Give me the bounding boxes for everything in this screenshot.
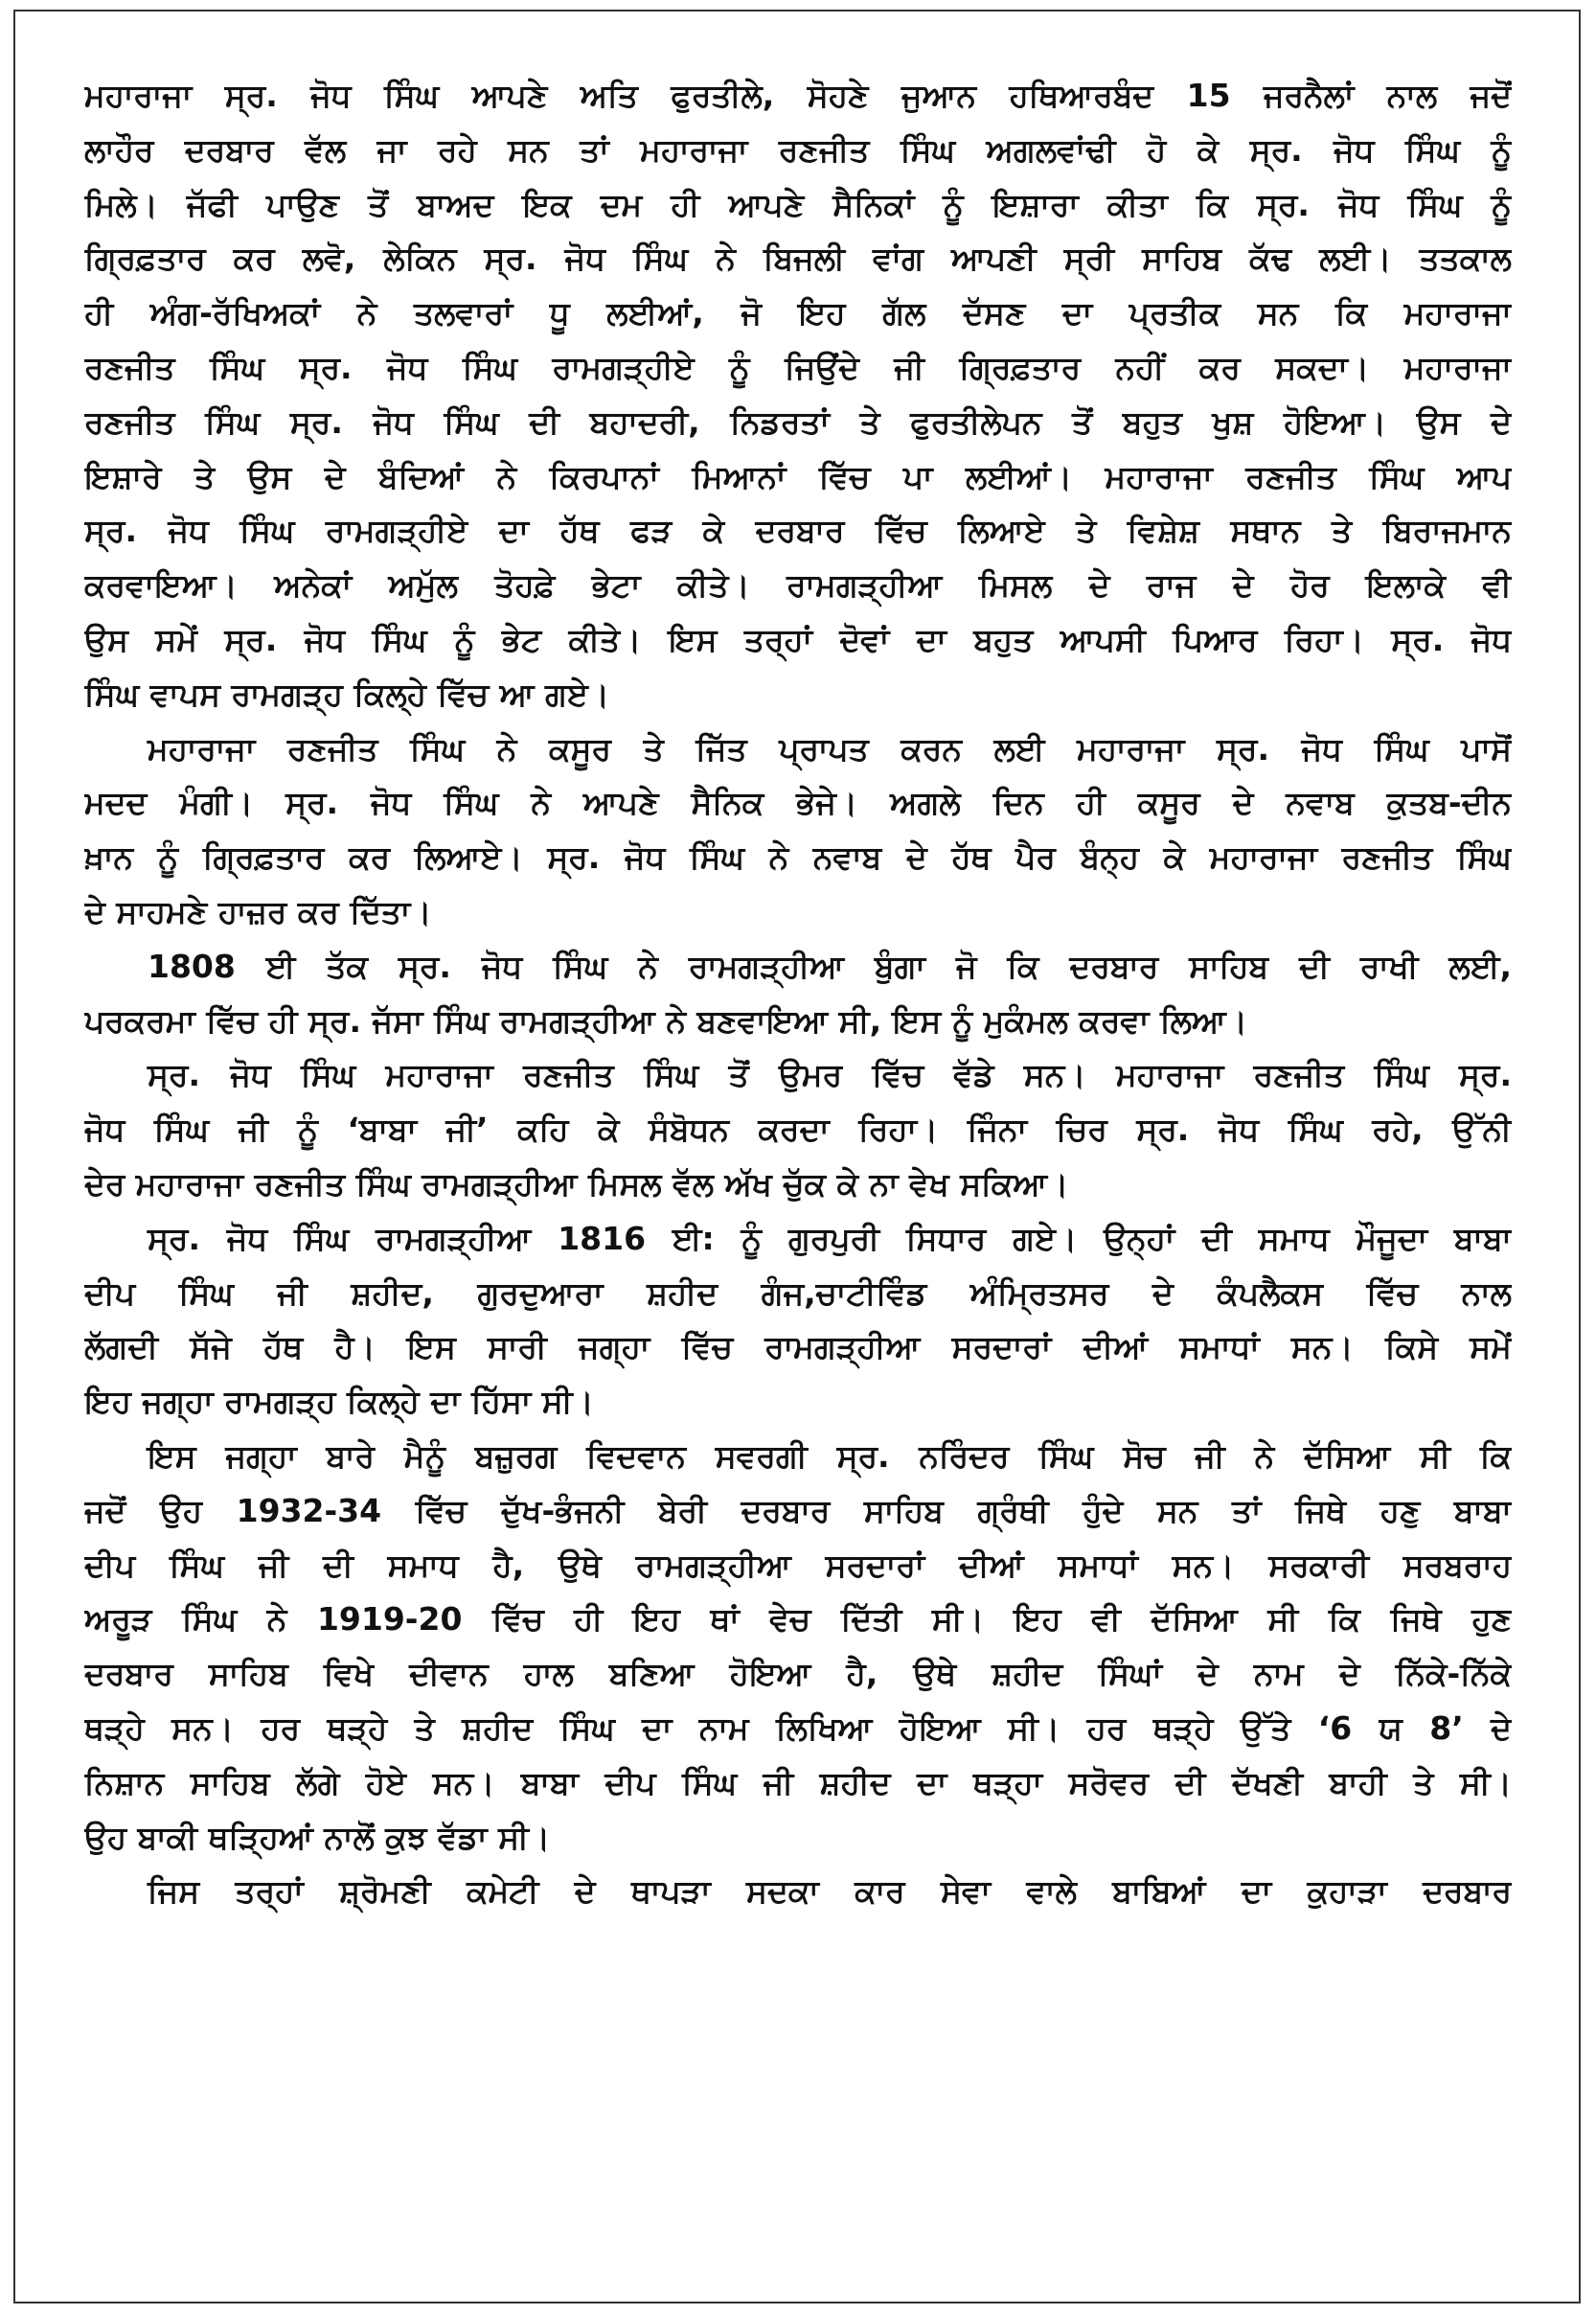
text-line: ਇਸ਼ਾਰੇ ਤੇ ਉਸ ਦੇ ਬੰਦਿਆਂ ਨੇ ਕਿਰਪਾਨਾਂ ਮਿਆਨਾਂ ਵਿੱਚ ਪਾ ਲਈਆਂ। ਮਹਾਰਾਜਾ ਰਣਜੀਤ ਸਿੰਘ ਆਪ [84, 457, 1512, 495]
text-line: ਦੀਪ ਸਿੰਘ ਜੀ ਦੀ ਸਮਾਧ ਹੈ, ਉਥੇ ਰਾਮਗੜ੍ਹੀਆ ਸਰਦਾਰਾਂ ਦੀਆਂ ਸਮਾਧਾਂ ਸਨ। ਸਰਕਾਰੀ ਸਰਬਰਾਹ [84, 1546, 1512, 1584]
text-line: ਥੜ੍ਹੇ ਸਨ। ਹਰ ਥੜ੍ਹੇ ਤੇ ਸ਼ਹੀਦ ਸਿੰਘ ਦਾ ਨਾਮ ਲਿਖਿਆ ਹੋਇਆ ਸੀ। ਹਰ ਥੜ੍ਹੇ ਉੱਤੇ ‘6 ਯ 8’ ਦੇ [84, 1708, 1512, 1747]
paragraph-3 [84, 940, 1512, 1049]
text-line: ਰਣਜੀਤ ਸਿੰਘ ਸ੍ਰ. ਜੋਧ ਸਿੰਘ ਰਾਮਗੜ੍ਹੀਏ ਨੂੰ ਜਿਉਂਦੇ ਜੀ ਗ੍ਰਿਫ਼ਤਾਰ ਨਹੀਂ ਕਰ ਸਕਦਾ। ਮਹਾਰਾਜਾ [84, 348, 1512, 386]
text-line: ਮਦਦ ਮੰਗੀ। ਸ੍ਰ. ਜੋਧ ਸਿੰਘ ਨੇ ਆਪਣੇ ਸੈਨਿਕ ਭੇਜੇ। ਅਗਲੇ ਦਿਨ ਹੀ ਕਸੂਰ ਦੇ ਨਵਾਬ ਕੁਤਬ-ਦੀਨ [84, 784, 1512, 822]
text-line: ਮਿਲੇ। ਜੱਫੀ ਪਾਉਣ ਤੋਂ ਬਾਅਦ ਇਕ ਦਮ ਹੀ ਆਪਣੇ ਸੈਨਿਕਾਂ ਨੂੰ ਇਸ਼ਾਰਾ ਕੀਤਾ ਕਿ ਸ੍ਰ. ਜੋਧ ਸਿੰਘ ਨੂੰ [84, 185, 1512, 223]
text-line: ਜਿਸ ਤਰ੍ਹਾਂ ਸ਼੍ਰੋਮਣੀ ਕਮੇਟੀ ਦੇ ਥਾਪੜਾ ਸਦਕਾ ਕਾਰ ਸੇਵਾ ਵਾਲੇ ਬਾਬਿਆਂ ਦਾ ਕੁਹਾੜਾ ਦਰਬਾਰ [148, 1872, 1512, 1911]
text-line: ਜਦੋਂ ਉਹ 1932-34 ਵਿੱਚ ਦੁੱਖ-ਭੰਜਨੀ ਬੇਰੀ ਦਰਬਾਰ ਸਾਹਿਬ ਗ੍ਰੰਥੀ ਹੁੰਦੇ ਸਨ ਤਾਂ ਜਿਥੇ ਹਣੁ ਬਾਬਾ [84, 1491, 1512, 1529]
text-line: ਲਾਹੌਰ ਦਰਬਾਰ ਵੱਲ ਜਾ ਰਹੇ ਸਨ ਤਾਂ ਮਹਾਰਾਜਾ ਰਣਜੀਤ ਸਿੰਘ ਅਗਲਵਾਂਢੀ ਹੋ ਕੇ ਸ੍ਰ. ਜੋਧ ਸਿੰਘ ਨੂੰ [84, 130, 1512, 169]
text-line: ਸਿੰਘ ਵਾਪਸ ਰਾਮਗੜ੍ਹ ਕਿਲ੍ਹੇ ਵਿੱਚ ਆ ਗਏ। [84, 675, 610, 713]
paragraph-2 [84, 722, 1512, 940]
text-line: ਇਹ ਜਗ੍ਹਾ ਰਾਮਗੜ੍ਹ ਕਿਲ੍ਹੇ ਦਾ ਹਿੱਸਾ ਸੀ। [84, 1383, 594, 1421]
text-line: ਮਹਾਰਾਜਾ ਸ੍ਰ. ਜੋਧ ਸਿੰਘ ਆਪਣੇ ਅਤਿ ਫੁਰਤੀਲੇ, ਸੋਹਣੇ ਜੁਆਨ ਹਥਿਆਰਬੰਦ 15 ਜਰਨੈਲਾਂ ਨਾਲ ਜਦੋਂ [84, 77, 1512, 114]
text-line: ਨਿਸ਼ਾਨ ਸਾਹਿਬ ਲੱਗੇ ਹੋਏ ਸਨ। ਬਾਬਾ ਦੀਪ ਸਿੰਘ ਜੀ ਸ਼ਹੀਦ ਦਾ ਥੜ੍ਹਾ ਸਰੋਵਰ ਦੀ ਦੱਖਣੀ ਬਾਹੀ ਤੇ ਸੀ। [84, 1763, 1512, 1801]
text-line: ਇਸ ਜਗ੍ਹਾ ਬਾਰੇ ਮੈਨੂੰ ਬਜ਼ੁਰਗ ਵਿਦਵਾਨ ਸਵਰਗੀ ਸ੍ਰ. ਨਰਿੰਦਰ ਸਿੰਘ ਸੋਚ ਜੀ ਨੇ ਦੱਸਿਆ ਸੀ ਕਿ [148, 1436, 1512, 1475]
paragraph-1 [84, 69, 1512, 722]
text-line: 1808 ਈ ਤੱਕ ਸ੍ਰ. ਜੋਧ ਸਿੰਘ ਨੇ ਰਾਮਗੜ੍ਹੀਆ ਬੁੰਗਾ ਜੋ ਕਿ ਦਰਬਾਰ ਸਾਹਿਬ ਦੀ ਰਾਖੀ ਲਈ, [148, 947, 1512, 985]
text-line: ਦਰਬਾਰ ਸਾਹਿਬ ਵਿਖੇ ਦੀਵਾਨ ਹਾਲ ਬਣਿਆ ਹੋਇਆ ਹੈ, ਉਥੇ ਸ਼ਹੀਦ ਸਿੰਘਾਂ ਦੇ ਨਾਮ ਦੇ ਨਿੱਕੇ-ਨਿੱਕੇ [84, 1655, 1512, 1693]
text-line: ਮਹਾਰਾਜਾ ਰਣਜੀਤ ਸਿੰਘ ਨੇ ਕਸੂਰ ਤੇ ਜਿੱਤ ਪ੍ਰਾਪਤ ਕਰਨ ਲਈ ਮਹਾਰਾਜਾ ਸ੍ਰ. ਜੋਧ ਸਿੰਘ ਪਾਸੋਂ [148, 729, 1512, 768]
text-line: ਗ੍ਰਿਫ਼ਤਾਰ ਕਰ ਲਵੋ, ਲੇਕਿਨ ਸ੍ਰ. ਜੋਧ ਸਿੰਘ ਨੇ ਬਿਜਲੀ ਵਾਂਗ ਆਪਣੀ ਸ੍ਰੀ ਸਾਹਿਬ ਕੱਢ ਲਈ। ਤਤਕਾਲ [84, 240, 1512, 278]
paragraph-6 [84, 1430, 1512, 1865]
text-line: ਲੱਗਦੀ ਸੱਜੇ ਹੱਥ ਹੈ। ਇਸ ਸਾਰੀ ਜਗ੍ਹਾ ਵਿੱਚ ਰਾਮਗੜ੍ਹੀਆ ਸਰਦਾਰਾਂ ਦੀਆਂ ਸਮਾਧਾਂ ਸਨ। ਕਿਸੇ ਸਮੇਂ [84, 1328, 1512, 1366]
text-line: ਉਸ ਸਮੇਂ ਸ੍ਰ. ਜੋਧ ਸਿੰਘ ਨੂੰ ਭੇਟ ਕੀਤੇ। ਇਸ ਤਰ੍ਹਾਂ ਦੋਵਾਂ ਦਾ ਬਹੁਤ ਆਪਸੀ ਪਿਆਰ ਰਿਹਾ। ਸ੍ਰ. ਜੋਧ [84, 620, 1512, 658]
text-line: ਸ੍ਰ. ਜੋਧ ਸਿੰਘ ਮਹਾਰਾਜਾ ਰਣਜੀਤ ਸਿੰਘ ਤੋਂ ਉਮਰ ਵਿੱਚ ਵੱਡੇ ਸਨ। ਮਹਾਰਾਜਾ ਰਣਜੀਤ ਸਿੰਘ ਸ੍ਰ. [148, 1056, 1512, 1094]
text-line: ਅਰੂੜ ਸਿੰਘ ਨੇ 1919-20 ਵਿੱਚ ਹੀ ਇਹ ਥਾਂ ਵੇਚ ਦਿੱਤੀ ਸੀ। ਇਹ ਵੀ ਦੱਸਿਆ ਸੀ ਕਿ ਜਿਥੇ ਹੁਣ [84, 1600, 1512, 1639]
text-line: ਜੋਧ ਸਿੰਘ ਜੀ ਨੂੰ ‘ਬਾਬਾ ਜੀ’ ਕਹਿ ਕੇ ਸੰਬੋਧਨ ਕਰਦਾ ਰਿਹਾ। ਜਿੰਨਾ ਚਿਰ ਸ੍ਰ. ਜੋਧ ਸਿੰਘ ਰਹੇ, ਉੱਨੀ [84, 1111, 1512, 1149]
text-line: ਸ੍ਰ. ਜੋਧ ਸਿੰਘ ਰਾਮਗੜ੍ਹੀਆ 1816 ਈ: ਨੂੰ ਗੁਰਪੁਰੀ ਸਿਧਾਰ ਗਏ। ਉਨ੍ਹਾਂ ਦੀ ਸਮਾਧ ਮੌਜੂਦਾ ਬਾਬਾ [148, 1219, 1512, 1257]
text-line: ਕਰਵਾਇਆ। ਅਨੇਕਾਂ ਅਮੁੱਲ ਤੋਹਫ਼ੇ ਭੇਟਾ ਕੀਤੇ। ਰਾਮਗੜ੍ਹੀਆ ਮਿਸਲ ਦੇ ਰਾਜ ਦੇ ਹੋਰ ਇਲਾਕੇ ਵੀ [84, 566, 1512, 605]
text-line: ਰਣਜੀਤ ਸਿੰਘ ਸ੍ਰ. ਜੋਧ ਸਿੰਘ ਦੀ ਬਹਾਦਰੀ, ਨਿਡਰਤਾਂ ਤੇ ਫੁਰਤੀਲੇਪਨ ਤੋਂ ਬਹੁਤ ਖੁਸ਼ ਹੋਇਆ। ਉਸ ਦੇ [84, 402, 1512, 441]
document-body [84, 69, 1512, 1919]
text-line: ਉਹ ਬਾਕੀ ਥੜ੍ਹਿਆਂ ਨਾਲੋਂ ਕੁਝ ਵੱਡਾ ਸੀ। [84, 1818, 551, 1856]
paragraph-7 [84, 1865, 1512, 1919]
text-line: ਦੇ ਸਾਹਮਣੇ ਹਾਜ਼ਰ ਕਰ ਦਿੱਤਾ। [84, 892, 432, 930]
text-line: ਸ੍ਰ. ਜੋਧ ਸਿੰਘ ਰਾਮਗੜ੍ਹੀਏ ਦਾ ਹੱਥ ਫੜ ਕੇ ਦਰਬਾਰ ਵਿੱਚ ਲਿਆਏ ਤੇ ਵਿਸ਼ੇਸ਼ ਸਥਾਨ ਤੇ ਬਿਰਾਜਮਾਨ [84, 512, 1512, 550]
text-line: ਪਰਕਰਮਾ ਵਿੱਚ ਹੀ ਸ੍ਰ. ਜੱਸਾ ਸਿੰਘ ਰਾਮਗੜ੍ਹੀਆ ਨੇ ਬਣਵਾਇਆ ਸੀ, ਇਸ ਨੂੰ ਮੁਕੰਮਲ ਕਰਵਾ ਲਿਆ। [84, 1001, 1248, 1040]
text-line: ਦੇਰ ਮਹਾਰਾਜਾ ਰਣਜੀਤ ਸਿੰਘ ਰਾਮਗੜ੍ਹੀਆ ਮਿਸਲ ਵੱਲ ਅੱਖ ਚੁੱਕ ਕੇ ਨਾ ਵੇਖ ਸਕਿਆ। [84, 1164, 1069, 1203]
text-line: ਹੀ ਅੰਗ-ਰੱਖਿਅਕਾਂ ਨੇ ਤਲਵਾਰਾਂ ਧੂ ਲਈਆਂ, ਜੋ ਇਹ ਗੱਲ ਦੱਸਣ ਦਾ ਪ੍ਰਤੀਕ ਸਨ ਕਿ ਮਹਾਰਾਜਾ [84, 294, 1512, 332]
paragraph-5 [84, 1212, 1512, 1430]
text-line: ਦੀਪ ਸਿੰਘ ਜੀ ਸ਼ਹੀਦ, ਗੁਰਦੁਆਰਾ ਸ਼ਹੀਦ ਗੰਜ,ਚਾਟੀਵਿੰਡ ਅੰਮ੍ਰਿਤਸਰ ਦੇ ਕੰਪਲੈਕਸ ਵਿੱਚ ਨਾਲ [84, 1273, 1512, 1312]
text-line: ਖ਼ਾਨ ਨੂੰ ਗ੍ਰਿਫ਼ਤਾਰ ਕਰ ਲਿਆਏ। ਸ੍ਰ. ਜੋਧ ਸਿੰਘ ਨੇ ਨਵਾਬ ਦੇ ਹੱਥ ਪੈਰ ਬੰਨ੍ਹ ਕੇ ਮਹਾਰਾਜਾ ਰਣਜੀਤ ਸਿੰਘ [84, 838, 1512, 877]
paragraph-4 [84, 1048, 1512, 1211]
